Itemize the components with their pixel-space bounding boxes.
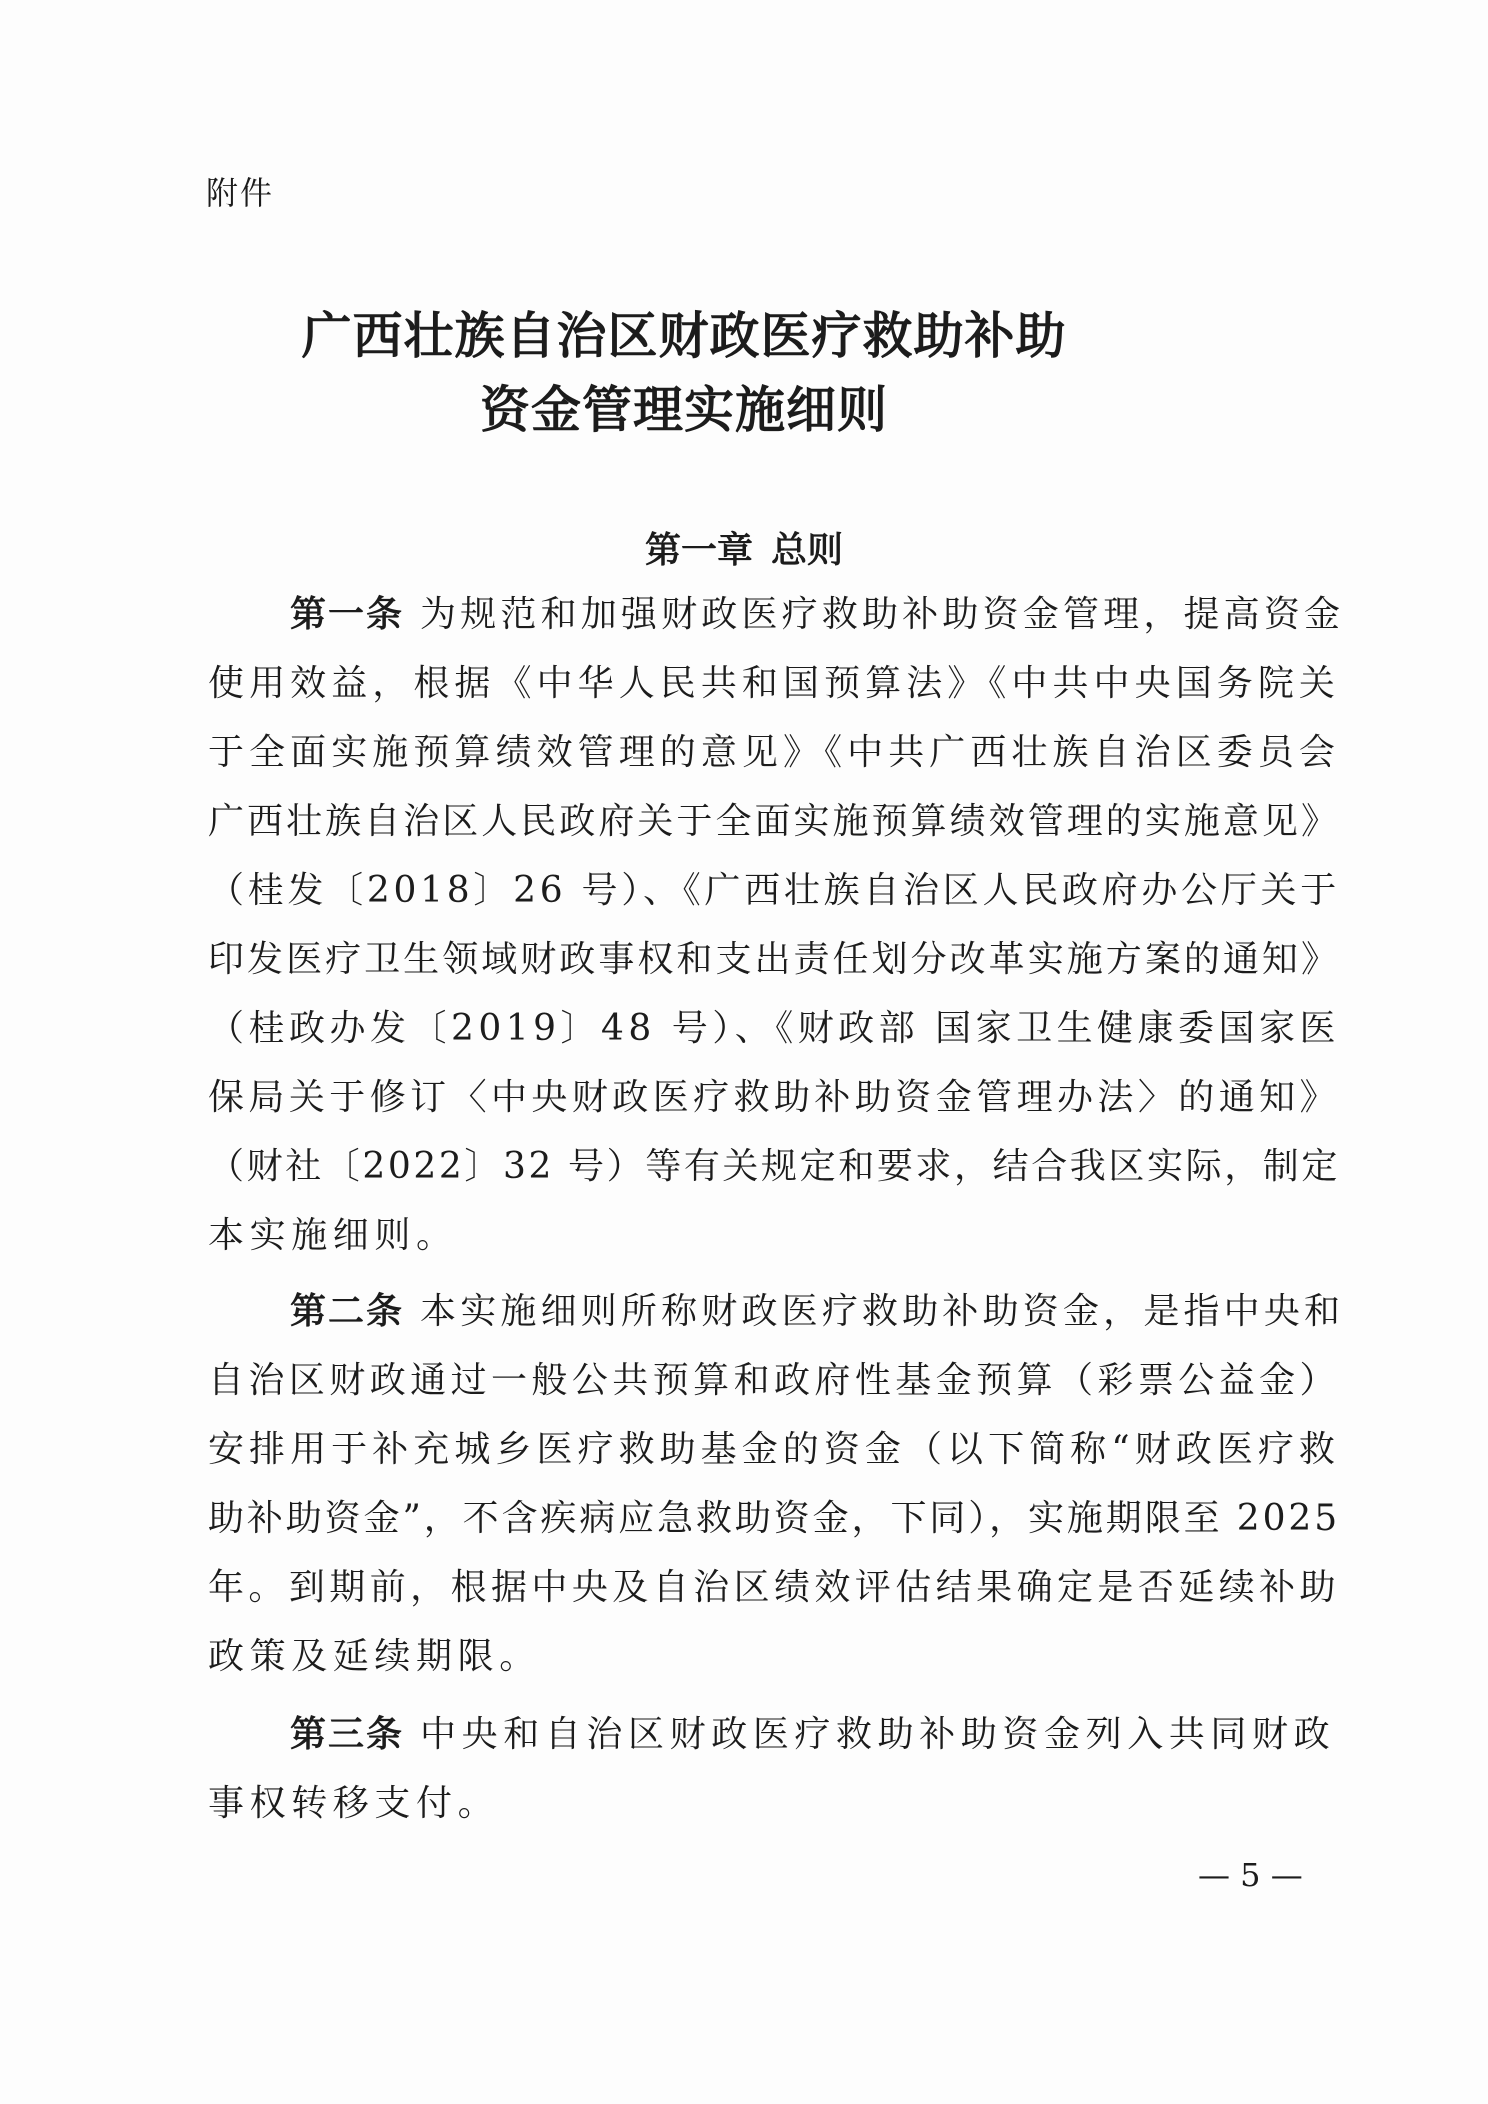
- article-2-line: [290, 1283, 1344, 1334]
- article-1-line: （桂发〔2018〕26 号）、《广西壮族自治区人民政府办公厅关于: [208, 870, 1340, 911]
- chapter-number: 第一章: [644, 530, 753, 571]
- article-2-line: 自治区财政通过一般公共预算和政府性基金预算（彩票公益金）: [208, 1360, 1340, 1401]
- article-text: 本实施细则所称财政医疗救助补助资金，是指中央和: [420, 1291, 1345, 1332]
- article-3-label: 第三条: [290, 1714, 405, 1755]
- article-text: 中央和自治区财政医疗救助补助资金列入共同财政: [420, 1714, 1336, 1755]
- article-2-line: 年。到期前，根据中央及自治区绩效评估结果确定是否延续补助: [208, 1567, 1340, 1608]
- article-1-line: [290, 586, 1344, 637]
- article-1-line: （财社〔2022〕32 号）等有关规定和要求，结合我区实际，制定: [208, 1146, 1340, 1187]
- page-number: — 5 —: [1198, 1856, 1303, 1894]
- article-1-line: 本实施细则。: [208, 1215, 458, 1256]
- article-2-label: 第二条: [290, 1291, 405, 1332]
- document-title-line-1: 广西壮族自治区财政医疗救助补助: [301, 306, 1067, 365]
- article-1-line: （桂政办发〔2019〕48 号）、《财政部 国家卫生健康委国家医: [208, 1008, 1340, 1049]
- article-1-label: 第一条: [290, 594, 405, 635]
- article-3-line: [290, 1706, 1335, 1757]
- article-2-line: 安排用于补充城乡医疗救助基金的资金（以下简称“财政医疗救: [208, 1429, 1340, 1470]
- article-1-line: 保局关于修订〈中央财政医疗救助补助资金管理办法〉的通知》: [208, 1077, 1340, 1118]
- article-2-line: 助补助资金”，不含疾病应急救助资金，下同），实施期限至 2025: [208, 1498, 1340, 1539]
- article-1-line: 广西壮族自治区人民政府关于全面实施预算绩效管理的实施意见》: [208, 801, 1340, 842]
- article-2-line: 政策及延续期限。: [208, 1636, 541, 1677]
- article-1-line: 于全面实施预算绩效管理的意见》《中共广西壮族自治区委员会: [208, 732, 1340, 773]
- chapter-name: 总则: [771, 530, 844, 571]
- article-1-line: 印发医疗卫生领域财政事权和支出责任划分改革实施方案的通知》: [208, 939, 1340, 980]
- article-text: 为规范和加强财政医疗救助补助资金管理，提高资金: [420, 594, 1345, 635]
- chapter-heading: [0, 522, 1488, 573]
- attachment-label: 附件: [206, 174, 275, 212]
- article-1-line: 使用效益，根据《中华人民共和国预算法》《中共中央国务院关: [208, 663, 1340, 704]
- article-3-line: 事权转移支付。: [208, 1783, 500, 1824]
- document-title-line-2: 资金管理实施细则: [480, 380, 888, 439]
